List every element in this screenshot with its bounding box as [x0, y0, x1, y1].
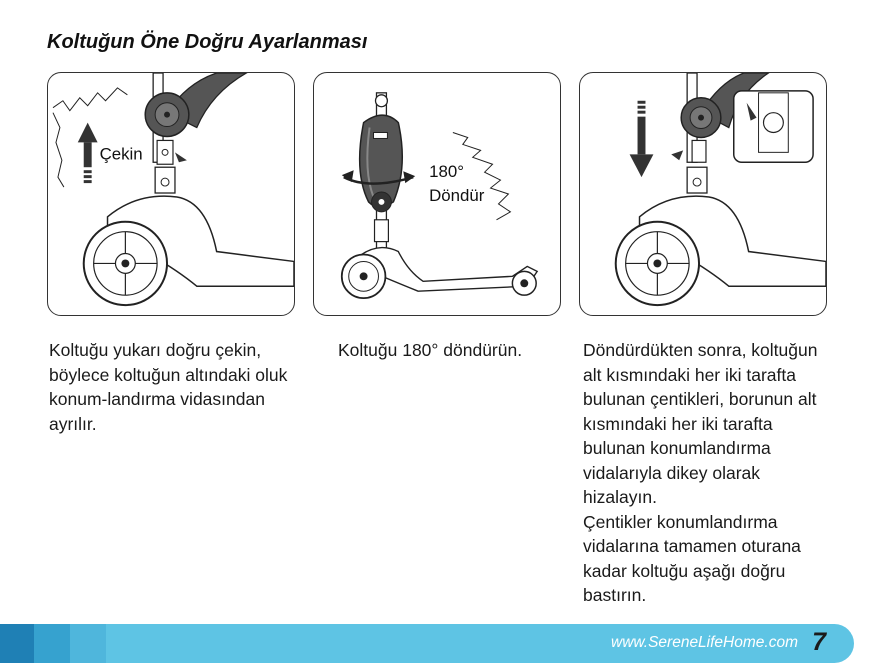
description-line: bulunan çentikleri, borunun alt — [583, 389, 817, 409]
description-line: bastırın. — [583, 585, 647, 605]
pointer-arrow — [175, 152, 187, 162]
arrow-up-icon — [78, 123, 98, 143]
page-number: 7 — [812, 628, 826, 656]
description-line: hizalayın. — [583, 487, 657, 507]
pull-label: Çekin — [99, 144, 143, 164]
description-line: kadar koltuğu aşağı doğru — [583, 560, 786, 581]
footer-url[interactable]: www.SereneLifeHome.com — [611, 634, 798, 651]
footer-block-dark — [0, 624, 34, 663]
footer-block-light — [70, 624, 106, 663]
description-line: bulunan konumlandırma — [583, 438, 771, 458]
scooter-seat-rotate-illustration — [314, 73, 560, 315]
scooter-seat-pull-illustration — [48, 73, 294, 315]
page-title: Koltuğun Öne Doğru Ayarlanması — [47, 31, 368, 53]
description-line: kısmındaki her iki tarafta — [583, 413, 773, 434]
illustration-rotate — [313, 72, 561, 316]
page-footer — [0, 624, 884, 663]
rotate-label-degrees: 180° — [429, 162, 464, 182]
step-description-rotate: Koltuğu 180° döndürün. — [338, 340, 523, 360]
rotate-label-text: Döndür — [429, 185, 485, 205]
arrow-down-icon — [630, 154, 654, 177]
step-description-pull: Koltuğu yukarı doğru çekin, böylece koltuğun altındaki oluk konum-landırma vidasından ayrılır. — [49, 340, 288, 434]
motion-lines — [53, 88, 127, 111]
scooter-seat-push-illustration — [580, 73, 826, 315]
footer-block-mid — [34, 624, 70, 663]
illustration-push-down — [579, 72, 827, 316]
description-line: vidalarına tamamen oturana — [583, 536, 801, 556]
description-line: Çentikler konumlandırma — [583, 511, 778, 532]
step-description-align — [583, 338, 873, 608]
pointer-arrow — [671, 150, 683, 160]
illustration-pull-up — [47, 72, 295, 316]
description-line: vidalarıyla dikey olarak — [583, 462, 761, 483]
motion-lines-side — [53, 113, 64, 187]
description-line: alt kısmındaki her iki tarafta — [583, 364, 796, 385]
description-line: Döndürdükten sonra, koltuğun — [583, 340, 818, 360]
